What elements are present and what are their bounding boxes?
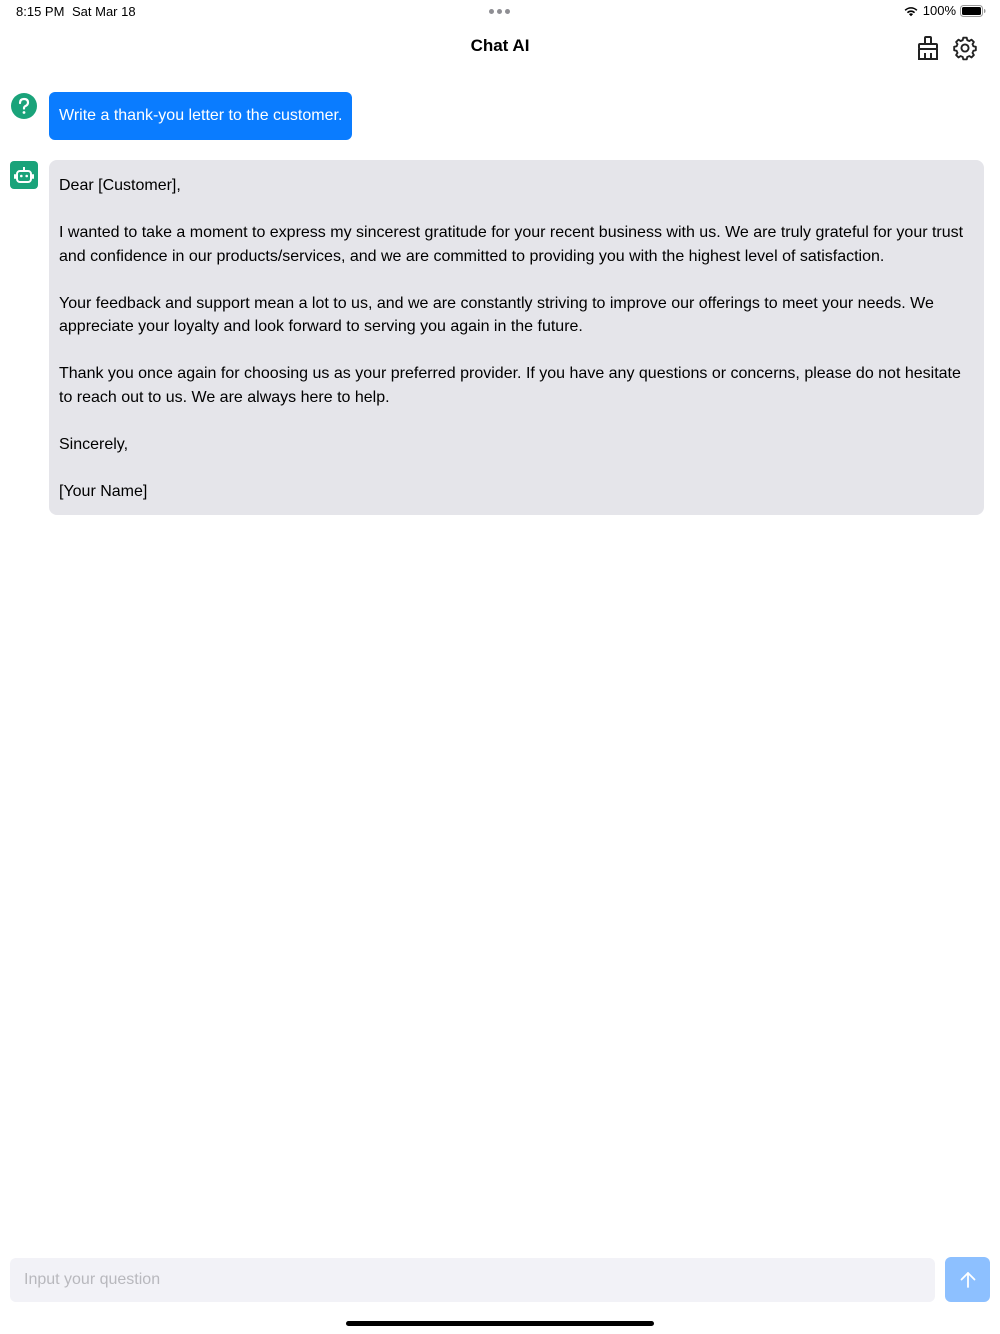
broom-icon xyxy=(915,35,941,61)
user-message-bubble: Write a thank-you letter to the customer. xyxy=(49,92,352,140)
bot-message-bubble xyxy=(49,160,984,515)
clear-chat-button[interactable] xyxy=(914,34,942,62)
bot-message-paragraph: Dear [Customer], xyxy=(59,177,181,194)
page-title: Chat AI xyxy=(470,36,530,55)
status-indicators xyxy=(903,3,986,18)
status-date: Sat Mar 18 xyxy=(72,4,136,19)
bot-message-paragraph: Sincerely, xyxy=(59,435,129,453)
bot-message-paragraph: Thank you once again for choosing us as your preferred provider. If you have any questions or concerns, please do not hesitate to reach out to us. We are always here to help. xyxy=(59,365,961,406)
question-input[interactable] xyxy=(10,1258,935,1302)
multitasking-dots-icon[interactable] xyxy=(489,9,510,14)
send-button[interactable] xyxy=(945,1257,990,1302)
robot-icon xyxy=(10,161,38,189)
bot-avatar xyxy=(10,161,38,189)
bot-message-paragraph: Your feedback and support mean a lot to us, and we are constantly striving to improve our offerings to meet your needs. We appreciate your loyalty and look forward to serving you again in the future. xyxy=(59,294,934,335)
status-time: 8:15 PM xyxy=(16,4,65,19)
bot-message-paragraph: [Your Name] xyxy=(59,482,148,500)
user-avatar xyxy=(10,92,38,120)
battery-percent: 100% xyxy=(922,3,956,18)
wifi-icon xyxy=(903,5,919,17)
gear-icon xyxy=(952,35,978,61)
home-indicator[interactable] xyxy=(346,1321,654,1326)
status-bar xyxy=(0,0,1000,24)
question-mark-icon xyxy=(10,92,38,120)
arrow-up-icon xyxy=(958,1270,978,1290)
bot-message-paragraph: I wanted to take a moment to express my sincerest gratitude for your recent business with us. We are truly grateful for your trust and confidence in our products/services, and we are committed to providing you with the highest level of satisfaction. xyxy=(59,224,964,265)
battery-icon xyxy=(960,5,986,17)
settings-button[interactable] xyxy=(951,34,979,62)
